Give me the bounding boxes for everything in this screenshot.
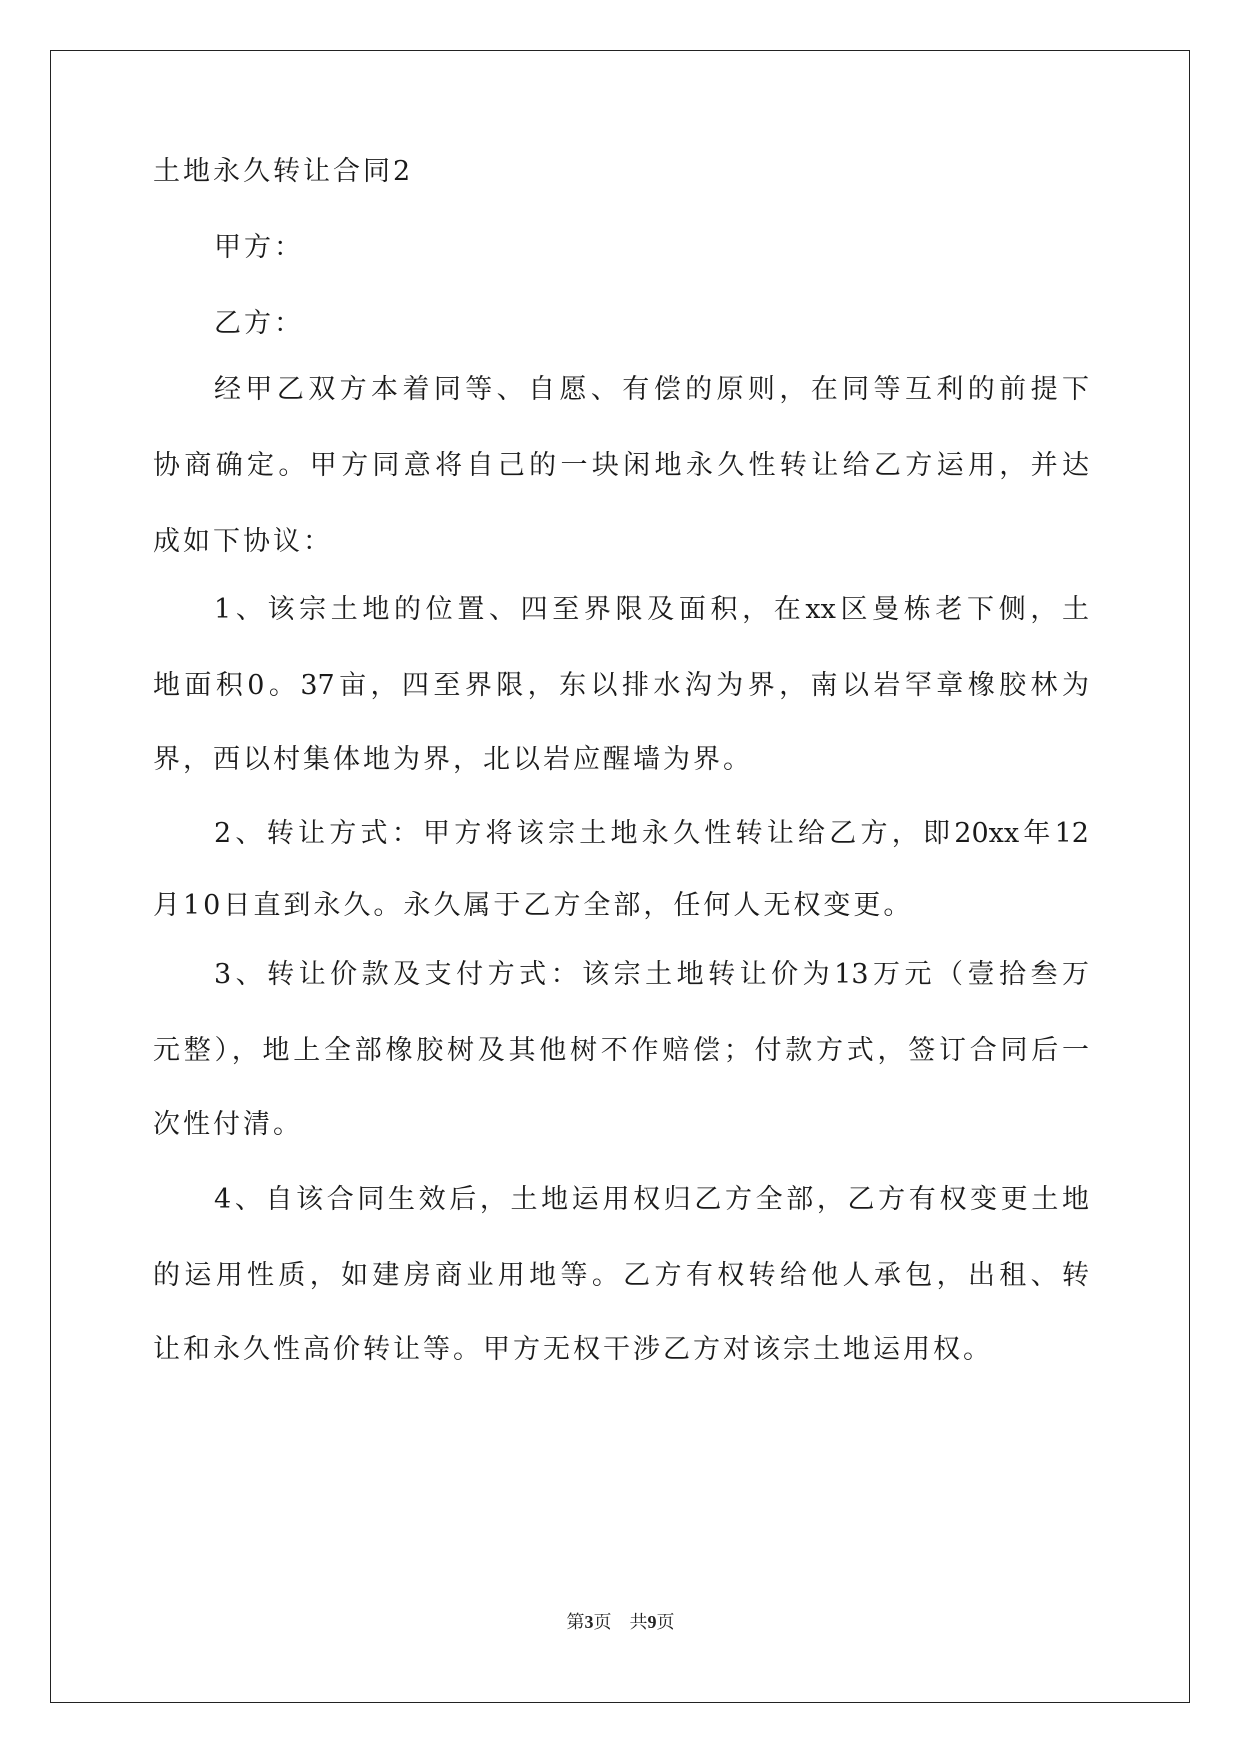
clause-2-line: 2、转让方式：甲方将该宗土地永久性转让给乙方，即20xx年12 — [214, 818, 1089, 849]
intro-line: 成如下协议： — [153, 526, 333, 557]
page-suffix: 页 — [656, 1612, 675, 1633]
clause-1-line: 1、该宗土地的位置、四至界限及面积，在xx区曼栋老下侧，土 — [214, 594, 1089, 625]
page-mid: 页 共 — [593, 1612, 648, 1633]
clause-3-line: 3、转让价款及支付方式：该宗土地转让价为13万元（壹拾叁万 — [214, 959, 1089, 990]
clause-4-line: 4、自该合同生效后，土地运用权归乙方全部，乙方有权变更土地 — [214, 1184, 1089, 1215]
document-title: 土地永久转让合同2 — [153, 156, 414, 187]
page-current: 3 — [584, 1612, 594, 1632]
clause-1-line: 地面积0。37亩，四至界限，东以排水沟为界，南以岩罕章橡胶林为 — [153, 670, 1089, 701]
clause-2-line: 月10日直到永久。永久属于乙方全部，任何人无权变更。 — [153, 890, 914, 921]
clause-3-line: 次性付清。 — [153, 1109, 303, 1140]
clause-1-line: 界，西以村集体地为界，北以岩应醒墙为界。 — [153, 744, 753, 775]
intro-line: 经甲乙双方本着同等、自愿、有偿的原则，在同等互利的前提下 — [214, 374, 1089, 405]
page-border — [50, 50, 1190, 1703]
intro-line: 协商确定。甲方同意将自己的一块闲地永久性转让给乙方运用，并达 — [153, 450, 1089, 481]
page-total: 9 — [647, 1612, 657, 1632]
party-a-label: 甲方： — [214, 232, 304, 263]
clause-4-line: 让和永久性高价转让等。甲方无权干涉乙方对该宗土地运用权。 — [153, 1334, 993, 1365]
page-footer — [0, 1610, 1241, 1635]
party-b-label: 乙方： — [214, 308, 304, 339]
page-prefix: 第 — [566, 1612, 585, 1633]
clause-4-line: 的运用性质，如建房商业用地等。乙方有权转给他人承包，出租、转 — [153, 1260, 1089, 1291]
clause-3-line: 元整），地上全部橡胶树及其他树不作赔偿；付款方式，签订合同后一 — [153, 1035, 1089, 1066]
